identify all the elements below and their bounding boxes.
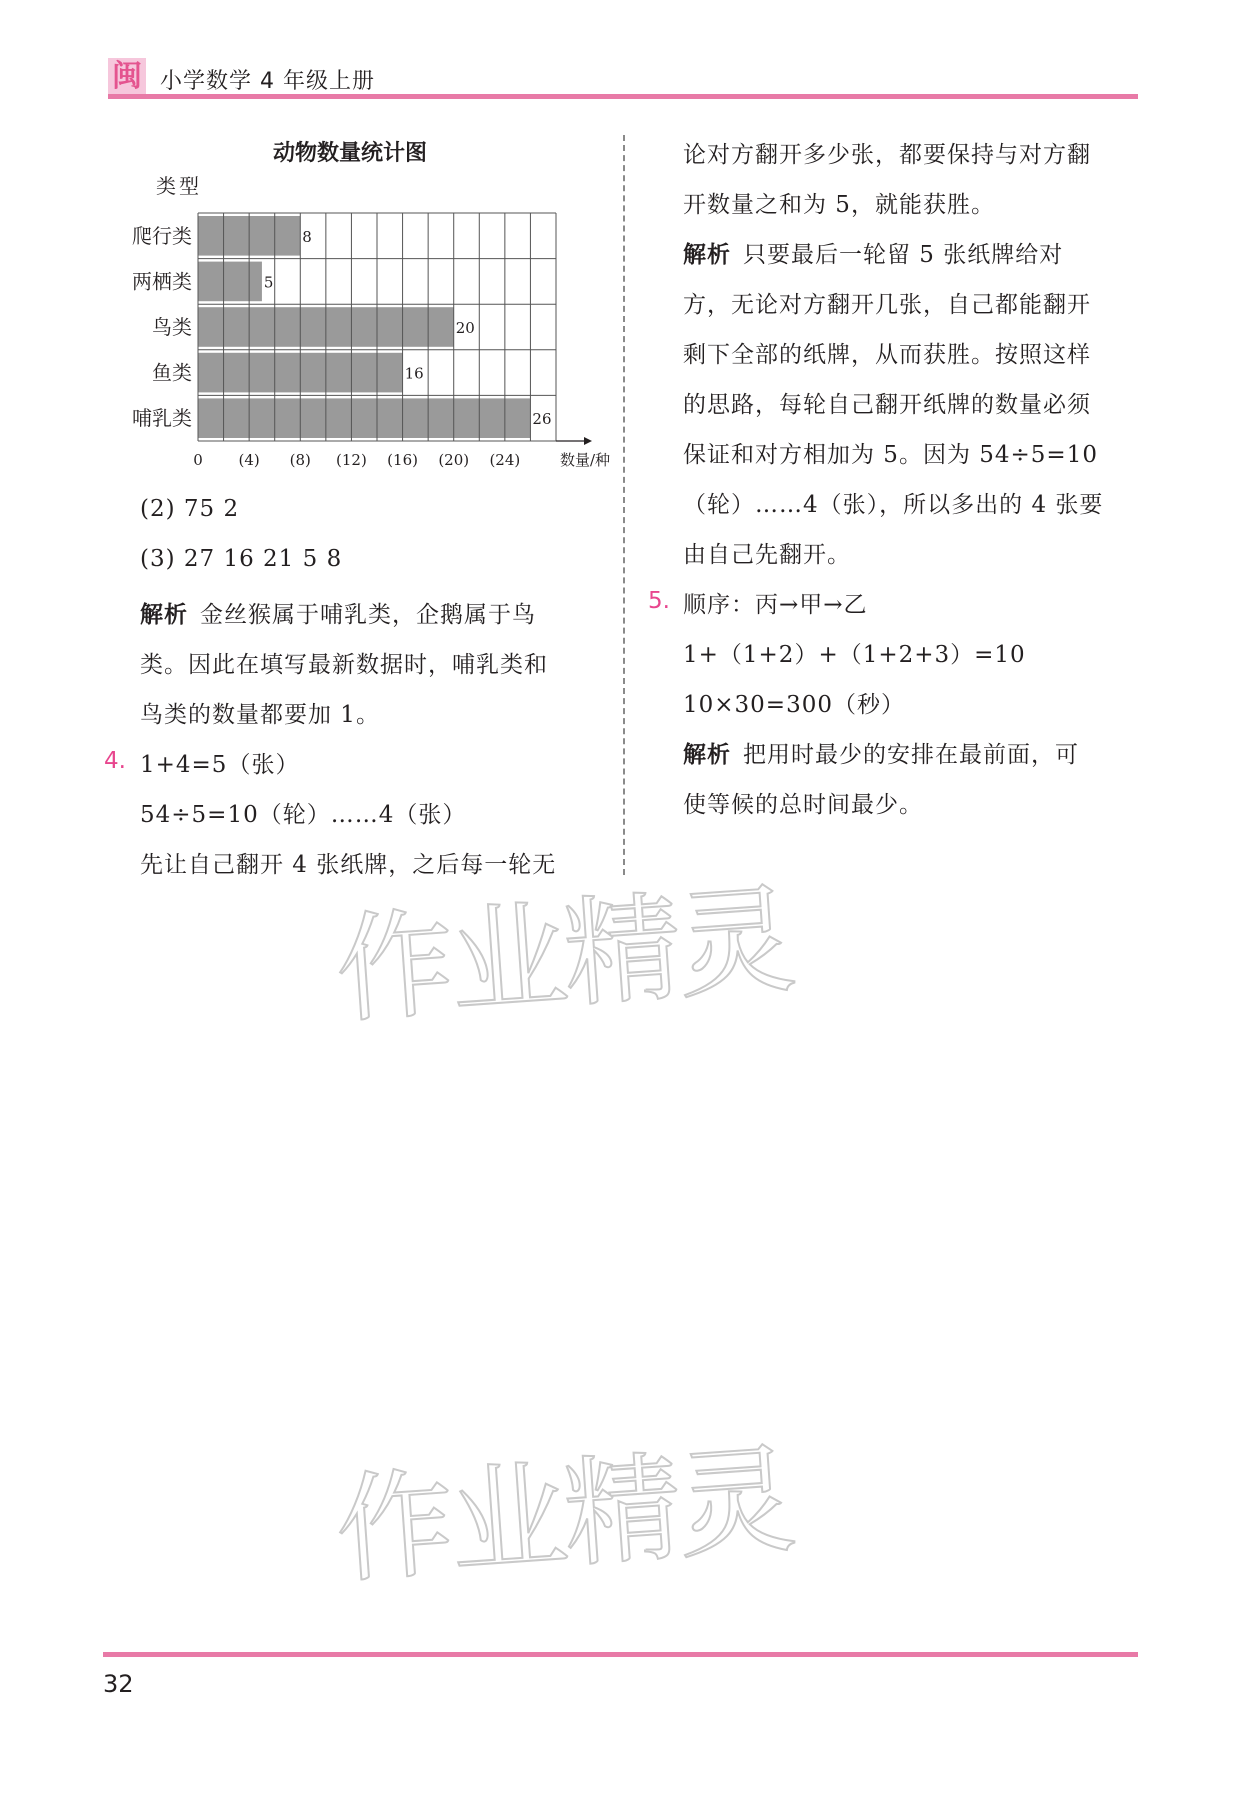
- right-line8: （轮）……4（张），所以多出的 4 张要: [683, 492, 1104, 518]
- question-5-line2: 1+（1+2）+（1+2+3）=10: [683, 642, 1026, 668]
- bar-chart: [110, 165, 610, 475]
- explanation-text: 把用时最少的安排在最前面，可: [743, 742, 1079, 768]
- chart-bar: [198, 398, 530, 438]
- chart-title: 动物数量统计图: [272, 141, 427, 166]
- x-tick-label: (20): [438, 451, 470, 469]
- page-number: 32: [103, 1670, 134, 1698]
- bar-value-label: 26: [532, 410, 552, 429]
- explanation-text: 只要最后一轮留 5 张纸牌给对: [743, 242, 1064, 268]
- bar-value-label: 20: [455, 319, 475, 337]
- right-explanation-line1: [683, 236, 1063, 269]
- book-title: 小学数学 4 年级上册: [160, 69, 375, 94]
- answer-3: (3) 27 16 21 5 8: [140, 546, 343, 572]
- question-4-line3: 先让自己翻开 4 张纸牌，之后每一轮无: [140, 852, 557, 878]
- x-tick-label: (4): [238, 451, 260, 469]
- x-tick-label: (8): [289, 451, 311, 469]
- footer-rule: [103, 1652, 1138, 1657]
- explanation-3-line2: 类。因此在填写最新数据时，哺乳类和: [140, 652, 548, 678]
- right-line1: 论对方翻开多少张，都要保持与对方翻: [683, 142, 1091, 168]
- explanation-3-line1: [140, 596, 536, 629]
- bar-value-label: 16: [404, 364, 424, 383]
- explanation-3-line3: 鸟类的数量都要加 1。: [140, 702, 380, 728]
- right-line9: 由自己先翻开。: [683, 542, 851, 568]
- question-5-line1: 顺序：丙→甲→乙: [683, 592, 868, 618]
- page-header: [108, 58, 1138, 98]
- question-5-number: 5.: [648, 588, 670, 614]
- answer-2: (2) 75 2: [140, 496, 240, 522]
- header-rule: [108, 94, 1138, 99]
- y-axis-label: 类型: [156, 174, 202, 198]
- category-label: 哺乳类: [132, 406, 192, 431]
- x-tick-label: (24): [489, 451, 521, 469]
- x-axis-label: 数量/种: [560, 451, 610, 469]
- question-5-line3: 10×30=300（秒）: [683, 692, 905, 718]
- x-tick-label: (16): [387, 451, 418, 469]
- explanation-label: 解析: [683, 242, 731, 268]
- explanation-label: 解析: [140, 602, 188, 628]
- x-tick-label: 0: [193, 451, 203, 469]
- category-label: 两栖类: [132, 269, 192, 294]
- watermark-bottom: 作业精灵: [331, 1430, 796, 1600]
- bar-value-label: 8: [302, 227, 312, 246]
- explanation-label: 解析: [683, 742, 731, 768]
- explanation-text: 金丝猴属于哺乳类，企鹅属于鸟: [200, 602, 536, 628]
- x-axis-arrow: [584, 437, 592, 445]
- category-label: 鱼类: [152, 360, 192, 385]
- bar-value-label: 5: [263, 273, 274, 292]
- chart-bar: [198, 262, 262, 302]
- right-line4: 方，无论对方翻开几张，自己都能翻开: [683, 292, 1091, 318]
- question-4-line2: 54÷5=10（轮）……4（张）: [140, 802, 467, 828]
- column-divider: [623, 135, 625, 875]
- question-5-explanation-line1: [683, 736, 1079, 769]
- category-label: 爬行类: [132, 223, 192, 248]
- question-4-line1: 1+4=5（张）: [140, 752, 300, 778]
- right-line6: 的思路，每轮自己翻开纸牌的数量必须: [683, 392, 1091, 418]
- question-4-number: 4.: [104, 748, 126, 774]
- watermark-top: 作业精灵: [331, 870, 796, 1040]
- x-tick-label: (12): [336, 451, 367, 469]
- category-label: 鸟类: [152, 315, 192, 339]
- question-5-explanation-line2: 使等候的总时间最少。: [683, 792, 923, 818]
- region-logo: 闽: [108, 58, 146, 96]
- right-line7: 保证和对方相加为 5。因为 54÷5=10: [683, 442, 1098, 468]
- right-line2: 开数量之和为 5，就能获胜。: [683, 192, 995, 218]
- right-line5: 剩下全部的纸牌，从而获胜。按照这样: [683, 342, 1091, 368]
